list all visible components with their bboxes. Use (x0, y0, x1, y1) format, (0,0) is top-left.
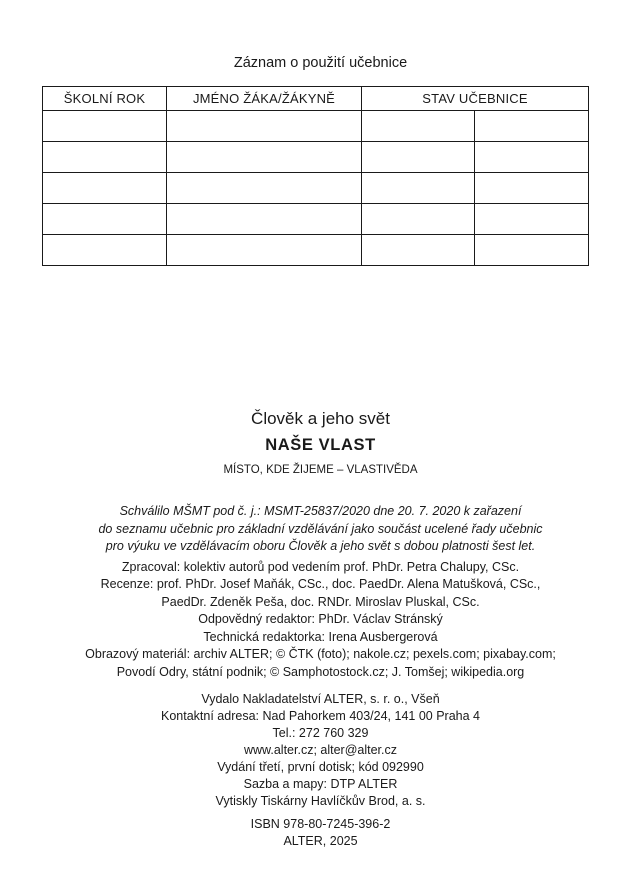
approval-line: pro výuku ve vzdělávacím oboru Člověk a jeho svět s dobou platnosti šest let. (105, 539, 536, 553)
table-row (43, 173, 589, 204)
credit-line: Odpovědný redaktor: PhDr. Václav Stránský (198, 612, 443, 626)
imprint-year: ALTER, 2025 (283, 834, 358, 848)
cell-school-year[interactable] (43, 142, 167, 173)
publisher-info (0, 691, 641, 810)
cell-condition-end[interactable] (475, 142, 589, 173)
publisher-line: Vytiskly Tiskárny Havlíčkův Brod, a. s. (215, 794, 426, 808)
table-header-row (43, 87, 589, 111)
cell-condition-start[interactable] (362, 204, 475, 235)
publisher-line: Tel.: 272 760 329 (272, 726, 369, 740)
usage-record-table (42, 86, 589, 266)
cell-school-year[interactable] (43, 204, 167, 235)
header-book-condition: STAV UČEBNICE (362, 87, 589, 111)
credit-line: PaedDr. Zdeněk Peša, doc. RNDr. Miroslav Pluskal, CSc. (161, 594, 480, 609)
isbn-block (0, 816, 641, 850)
table-row (43, 204, 589, 235)
credits (0, 559, 641, 682)
imprint-block (0, 408, 641, 850)
book-subtitle: MÍSTO, KDE ŽIJEME – VLASTIVĚDA (223, 464, 418, 476)
credit-line: Technická redaktorka: Irena Ausbergerová (203, 629, 438, 644)
approval-statement (0, 503, 641, 556)
credit-line: Zpracoval: kolektiv autorů pod vedením prof. PhDr. Petra Chalupy, CSc. (121, 559, 520, 574)
cell-student-name[interactable] (167, 204, 362, 235)
isbn: ISBN 978-80-7245-396-2 (250, 817, 391, 831)
publisher-line: Sazba a mapy: DTP ALTER (243, 777, 398, 791)
cell-student-name[interactable] (167, 111, 362, 142)
cell-school-year[interactable] (43, 235, 167, 266)
cell-school-year[interactable] (43, 111, 167, 142)
cell-condition-end[interactable] (475, 111, 589, 142)
cell-condition-start[interactable] (362, 142, 475, 173)
cell-school-year[interactable] (43, 173, 167, 204)
table-row (43, 142, 589, 173)
cell-condition-start[interactable] (362, 173, 475, 204)
cell-condition-end[interactable] (475, 235, 589, 266)
publisher-line: Kontaktní adresa: Nad Pahorkem 403/24, 141 00 Praha 4 (161, 709, 480, 723)
cell-student-name[interactable] (167, 235, 362, 266)
cell-student-name[interactable] (167, 173, 362, 204)
book-title: NAŠE VLAST (265, 436, 376, 454)
approval-line: do seznamu učebnic pro základní vzdělávání jako součást ucelené řady učebnic (98, 521, 543, 536)
header-school-year: ŠKOLNÍ ROK (43, 87, 167, 111)
credit-line: Recenze: prof. PhDr. Josef Maňák, CSc., doc. PaedDr. Alena Matušková, CSc., (100, 577, 541, 591)
publisher-line: Vydalo Nakladatelství ALTER, s. r. o., Všeň (201, 692, 440, 706)
publisher-line: www.alter.cz; alter@alter.cz (243, 743, 397, 757)
cell-condition-start[interactable] (362, 235, 475, 266)
table-row (43, 235, 589, 266)
publisher-line: Vydání třetí, první dotisk; kód 092990 (217, 760, 424, 774)
credit-line: Povodí Odry, státní podnik; © Samphotostock.cz; J. Tomšej; wikipedia.org (116, 664, 525, 679)
header-student-name: JMÉNO ŽÁKA/ŽÁKYNĚ (167, 87, 362, 111)
record-title: Záznam o použití učebnice (233, 55, 408, 71)
cell-condition-start[interactable] (362, 111, 475, 142)
approval-line: Schválilo MŠMT pod č. j.: MSMT-25837/2020 dne 20. 7. 2020 k zařazení (119, 504, 522, 518)
cell-condition-end[interactable] (475, 173, 589, 204)
cell-condition-end[interactable] (475, 204, 589, 235)
cell-student-name[interactable] (167, 142, 362, 173)
credit-line: Obrazový materiál: archiv ALTER; © ČTK (foto); nakole.cz; pexels.com; pixabay.com; (85, 647, 556, 661)
table-row (43, 111, 589, 142)
series-name: Člověk a jeho svět (251, 409, 390, 428)
